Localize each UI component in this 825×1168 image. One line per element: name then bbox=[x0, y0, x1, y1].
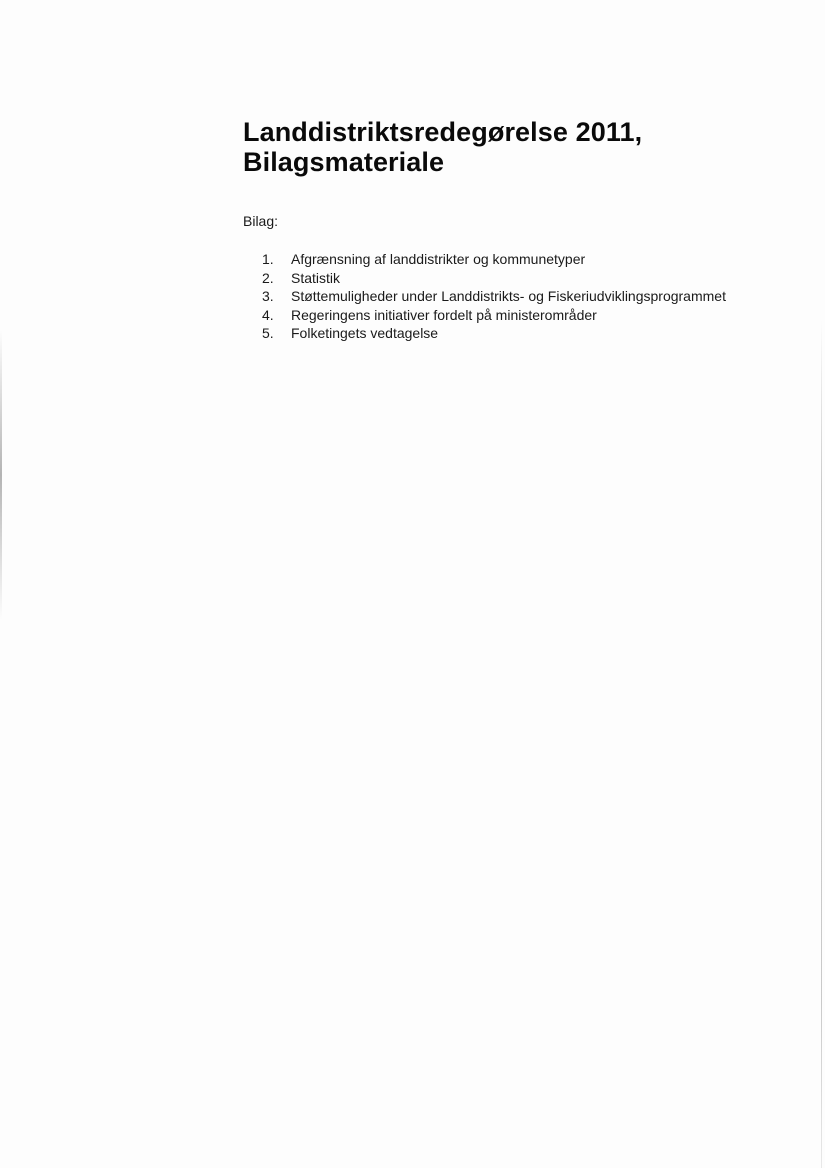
annex-title: Statistik bbox=[291, 269, 341, 286]
annex-title: Regeringens initiativer fordelt på ministerområder bbox=[291, 306, 597, 323]
scan-edge-shadow-left bbox=[0, 330, 2, 620]
annex-number: 3. bbox=[262, 288, 274, 304]
annex-title: Afgrænsning af landdistrikter og kommunetyper bbox=[291, 251, 586, 267]
document-title bbox=[243, 117, 642, 177]
annex-title: Folketingets vedtagelse bbox=[291, 325, 439, 341]
scan-edge-shadow-right bbox=[821, 320, 822, 1168]
annex-list bbox=[262, 250, 726, 343]
annex-item bbox=[262, 287, 726, 306]
annex-title: Støttemuligheder under Landdistrikts- og Fiskeriudviklingsprogrammet bbox=[291, 288, 726, 304]
annex-number: 4. bbox=[262, 306, 274, 323]
annex-number: 1. bbox=[262, 251, 274, 267]
document-title-line-1: Landdistriktsredegørelse 2011, bbox=[243, 117, 643, 147]
annex-item bbox=[262, 324, 726, 343]
annex-heading: Bilag: bbox=[243, 213, 279, 229]
annex-number: 5. bbox=[262, 325, 274, 341]
document-title-line-2: Bilagsmateriale bbox=[243, 147, 445, 177]
annex-item bbox=[262, 269, 726, 288]
annex-number: 2. bbox=[262, 269, 274, 286]
annex-item bbox=[262, 306, 726, 325]
annex-item bbox=[262, 250, 726, 269]
